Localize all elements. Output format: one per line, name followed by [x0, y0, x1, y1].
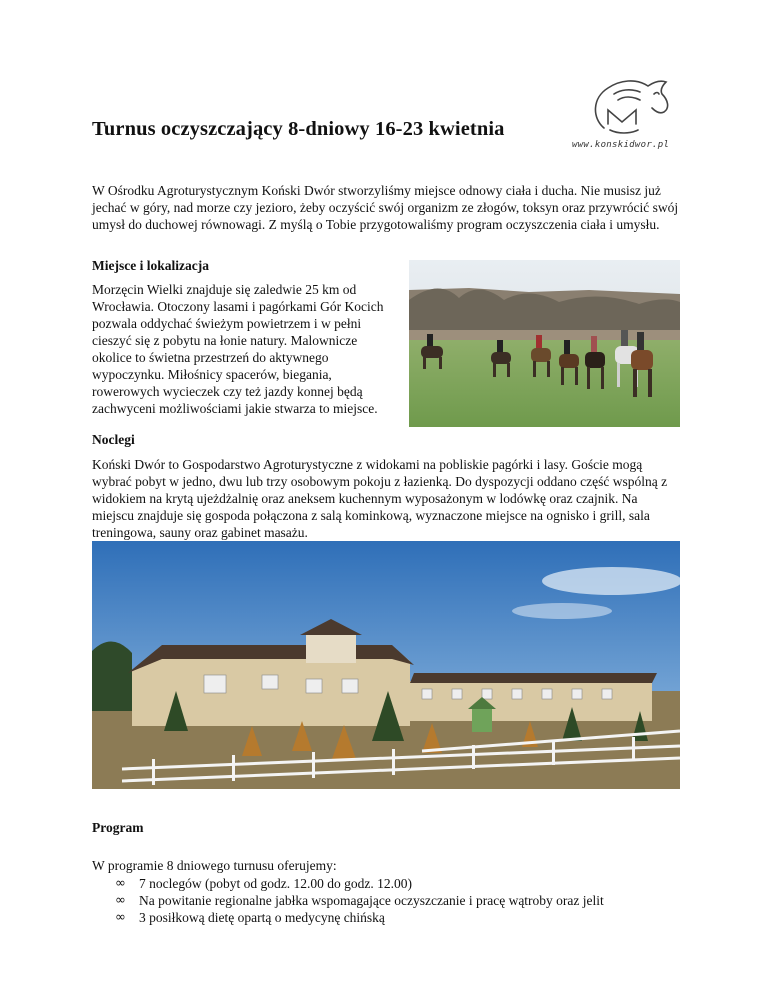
logo-url: www.konskidwor.pl	[572, 140, 670, 150]
infinity-bullet-icon: ∞	[115, 910, 126, 925]
program-list	[115, 875, 604, 926]
intro-paragraph: W Ośrodku Agroturystycznym Koński Dwór stworzyliśmy miejsce odnowy ciała i ducha. Nie musisz już jechać w góry, nad morze czy jezioro, żeby oczyścić swój organizm ze złogów, toksyn oraz przywrócić swój umysł do duchowej równowagi. Z myślą o Tobie przygotowaliśmy program oczyszczenia ciała i umysłu.	[92, 183, 679, 232]
list-item	[115, 909, 604, 926]
section-heading-program: Program	[92, 820, 144, 835]
section-heading-noclegi: Noclegi	[92, 432, 135, 447]
section-heading-miejsce: Miejsce i lokalizacja	[92, 258, 209, 273]
list-item-text: 3 posiłkową dietę opartą o medycynę chińską	[139, 910, 385, 925]
document-title: Turnus oczyszczający 8-dniowy 16-23 kwietnia	[92, 118, 505, 140]
guesthouse-building-photo	[92, 541, 680, 789]
section-text-miejsce: Morzęcin Wielki znajduje się zaledwie 25 km od Wrocławia. Otoczony lasami i pagórkami Gór Kocich pozwala oddychać świeżym powietrzem i w pełni cieszyć się z pobytu na łonie natury. Malownicze okolice to świetna przestrzeń do aktywnego wypoczynku. Miłośnicy spacerów, biegania, rowerowych wycieczek czy też jazdy konnej będą zachwyceni możliwościami jakie stwarza to miejsce.	[92, 282, 384, 416]
list-item-text: Na powitanie regionalne jabłka wspomagające oczyszczanie i pracę wątroby oraz jelit	[139, 893, 604, 908]
program-intro: W programie 8 dniowego turnusu oferujemy:	[92, 858, 337, 873]
list-item	[115, 892, 604, 909]
infinity-bullet-icon: ∞	[115, 876, 126, 891]
horse-riders-photo	[409, 260, 680, 427]
section-text-noclegi: Koński Dwór to Gospodarstwo Agroturystyczne z widokami na pobliskie pagórki i lasy. Goście mogą wybrać pobyt w jedno, dwu lub trzy osobowym pokoju z łazienką. Do dyspozycji oddano część wspólną z widokiem na krytą ujeżdżalnię oraz aneksem kuchennym wyposażonym w lodówkę oraz czajnik. Na miejscu znajduje się gospoda połączona z salą kominkową, wyznaczone miejsce na ognisko i grill, sala treningowa, sauny oraz gabinet masażu.	[92, 457, 668, 540]
list-item-text: 7 noclegów (pobyt od godz. 12.00 do godz. 12.00)	[139, 876, 412, 891]
list-item	[115, 875, 604, 892]
infinity-bullet-icon: ∞	[115, 893, 126, 908]
